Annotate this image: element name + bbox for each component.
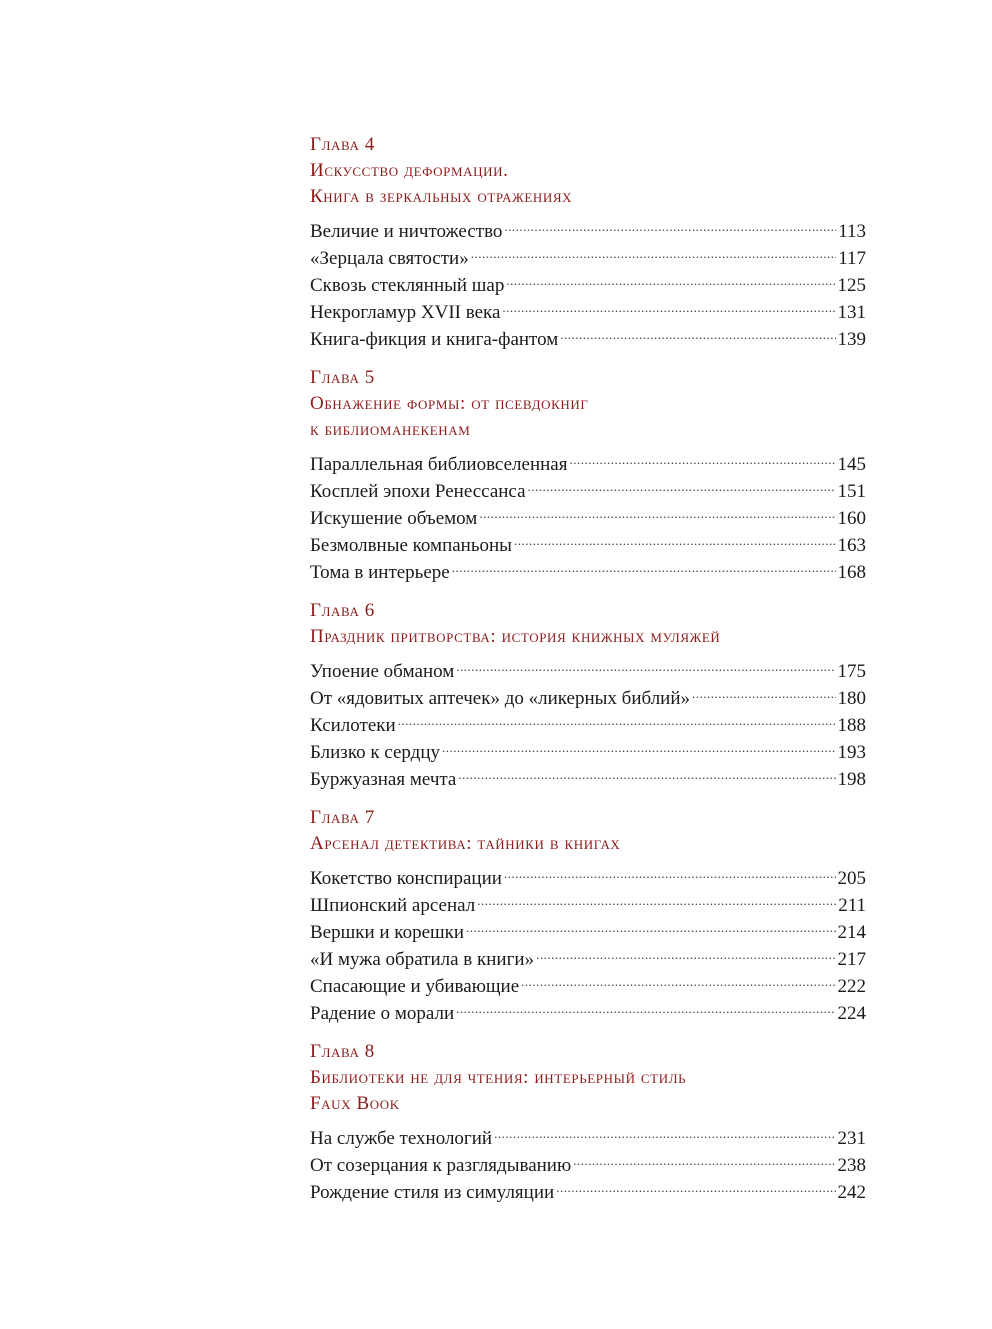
- entry-title: От «ядовитых аптечек» до «ликерных библий»: [310, 688, 691, 709]
- dot-leader: [502, 299, 835, 318]
- toc-entry[interactable]: [310, 919, 866, 946]
- toc-entry[interactable]: [310, 946, 866, 973]
- toc-entry[interactable]: [310, 478, 866, 505]
- toc-entry[interactable]: [310, 865, 866, 892]
- toc-entry[interactable]: [310, 532, 866, 559]
- chapter-title: [310, 831, 866, 857]
- chapter-title-line: к библиоманекенам: [310, 419, 471, 440]
- dot-leader: [692, 685, 835, 704]
- entry-page-number: 175: [837, 661, 866, 682]
- entry-title: Рождение стиля из симуляции: [310, 1182, 555, 1203]
- entry-title: Близко к сердцу: [310, 742, 440, 763]
- chapter-section: [310, 805, 866, 1027]
- dot-leader: [471, 245, 836, 264]
- entry-title: Величие и ничтожество: [310, 221, 503, 242]
- entry-page-number: 211: [838, 895, 866, 916]
- chapter-title-line: Книга в зеркальных отражениях: [310, 186, 573, 207]
- entry-page-number: 168: [837, 562, 866, 583]
- chapter-label: Глава 6: [310, 600, 375, 621]
- entry-title: Искушение объемом: [310, 508, 478, 529]
- chapter-section: [310, 598, 866, 793]
- chapter-title-line: Праздник притворства: история книжных муляжей: [310, 626, 721, 647]
- chapter-title-line: Арсенал детектива: тайники в книгах: [310, 833, 621, 854]
- entry-page-number: 117: [838, 248, 866, 269]
- chapter-label: Глава 4: [310, 134, 375, 155]
- toc-entry[interactable]: [310, 739, 866, 766]
- entry-title: Радение о морали: [310, 1003, 455, 1024]
- entry-page-number: 145: [837, 454, 866, 475]
- entry-title: Шпионский арсенал: [310, 895, 476, 916]
- dot-leader: [456, 658, 835, 677]
- chapter-title: [310, 1065, 866, 1117]
- chapter-title-line: Библиотеки не для чтения: интерьерный стиль: [310, 1067, 687, 1088]
- dot-leader: [479, 505, 835, 524]
- entry-page-number: 217: [837, 949, 866, 970]
- chapter-title: [310, 158, 866, 210]
- dot-leader: [528, 478, 836, 497]
- entry-title: Спасающие и убивающие: [310, 976, 520, 997]
- toc-entry[interactable]: [310, 272, 866, 299]
- dot-leader: [506, 272, 835, 291]
- toc-entry[interactable]: [310, 973, 866, 1000]
- entry-title: Косплей эпохи Ренессанса: [310, 481, 526, 502]
- entry-page-number: 231: [837, 1128, 866, 1149]
- dot-leader: [521, 973, 835, 992]
- chapter-title: [310, 624, 866, 650]
- toc-entry[interactable]: [310, 505, 866, 532]
- chapter-section: [310, 1039, 866, 1206]
- entry-title: Параллельная библиовселенная: [310, 454, 568, 475]
- entry-title: «И мужа обратила в книги»: [310, 949, 535, 970]
- dot-leader: [398, 712, 836, 731]
- entry-page-number: 125: [837, 275, 866, 296]
- entry-title: Упоение обманом: [310, 661, 455, 682]
- entry-page-number: 151: [837, 481, 866, 502]
- dot-leader: [536, 946, 835, 965]
- entry-title: Буржуазная мечта: [310, 769, 457, 790]
- toc-entry[interactable]: [310, 326, 866, 353]
- entry-page-number: 113: [838, 221, 866, 242]
- entry-title: Вершки и корешки: [310, 922, 465, 943]
- entry-title: Тома в интерьере: [310, 562, 450, 583]
- toc-entry[interactable]: [310, 299, 866, 326]
- entry-title: Ксилотеки: [310, 715, 396, 736]
- dot-leader: [452, 559, 836, 578]
- dot-leader: [466, 919, 835, 938]
- table-of-contents: [310, 132, 866, 1218]
- chapter-label: Глава 5: [310, 367, 375, 388]
- entry-page-number: 214: [837, 922, 866, 943]
- entry-title: Кокетство конспирации: [310, 868, 502, 889]
- toc-entry[interactable]: [310, 658, 866, 685]
- chapter-section: [310, 132, 866, 353]
- chapter-label: Глава 8: [310, 1041, 375, 1062]
- entry-page-number: 139: [837, 329, 866, 350]
- entry-page-number: 224: [837, 1003, 866, 1024]
- entry-title: Безмолвные компаньоны: [310, 535, 512, 556]
- entry-page-number: 188: [837, 715, 866, 736]
- chapter-label: Глава 7: [310, 807, 375, 828]
- entry-title: На службе технологий: [310, 1128, 493, 1149]
- entry-page-number: 160: [837, 508, 866, 529]
- entry-page-number: 131: [837, 302, 866, 323]
- toc-entry[interactable]: [310, 1125, 866, 1152]
- dot-leader: [477, 892, 836, 911]
- dot-leader: [442, 739, 836, 758]
- dot-leader: [560, 326, 835, 345]
- entry-page-number: 180: [837, 688, 866, 709]
- entry-title: Книга-фикция и книга-фантом: [310, 329, 559, 350]
- chapter-title-line: Искусство деформации.: [310, 160, 509, 181]
- entry-title: Сквозь стеклянный шар: [310, 275, 505, 296]
- toc-entry[interactable]: [310, 559, 866, 586]
- dot-leader: [514, 532, 836, 551]
- toc-entry[interactable]: [310, 1179, 866, 1206]
- entry-page-number: 163: [837, 535, 866, 556]
- dot-leader: [504, 218, 836, 237]
- chapter-title: [310, 391, 866, 443]
- dot-leader: [569, 451, 835, 470]
- toc-entry[interactable]: [310, 685, 866, 712]
- dot-leader: [456, 1000, 835, 1019]
- toc-entry[interactable]: [310, 766, 866, 793]
- entry-page-number: 193: [837, 742, 866, 763]
- toc-entry[interactable]: [310, 1000, 866, 1027]
- entry-title: От созерцания к разглядыванию: [310, 1155, 572, 1176]
- entry-page-number: 242: [837, 1182, 866, 1203]
- toc-entry[interactable]: [310, 1152, 866, 1179]
- dot-leader: [504, 865, 836, 884]
- toc-entry[interactable]: [310, 245, 866, 272]
- entry-page-number: 198: [837, 769, 866, 790]
- chapter-section: [310, 365, 866, 586]
- toc-entry[interactable]: [310, 892, 866, 919]
- toc-entry[interactable]: [310, 712, 866, 739]
- toc-entry[interactable]: [310, 451, 866, 478]
- entry-title: Некрогламур XVII века: [310, 302, 501, 323]
- dot-leader: [494, 1125, 835, 1144]
- dot-leader: [556, 1179, 835, 1198]
- toc-entry[interactable]: [310, 218, 866, 245]
- entry-page-number: 222: [837, 976, 866, 997]
- entry-title: «Зерцала святости»: [310, 248, 469, 269]
- dot-leader: [573, 1152, 835, 1171]
- chapter-title-line: Faux Book: [310, 1093, 400, 1114]
- entry-page-number: 205: [837, 868, 866, 889]
- chapter-title-line: Обнажение формы: от псевдокниг: [310, 393, 589, 414]
- entry-page-number: 238: [837, 1155, 866, 1176]
- dot-leader: [458, 766, 835, 785]
